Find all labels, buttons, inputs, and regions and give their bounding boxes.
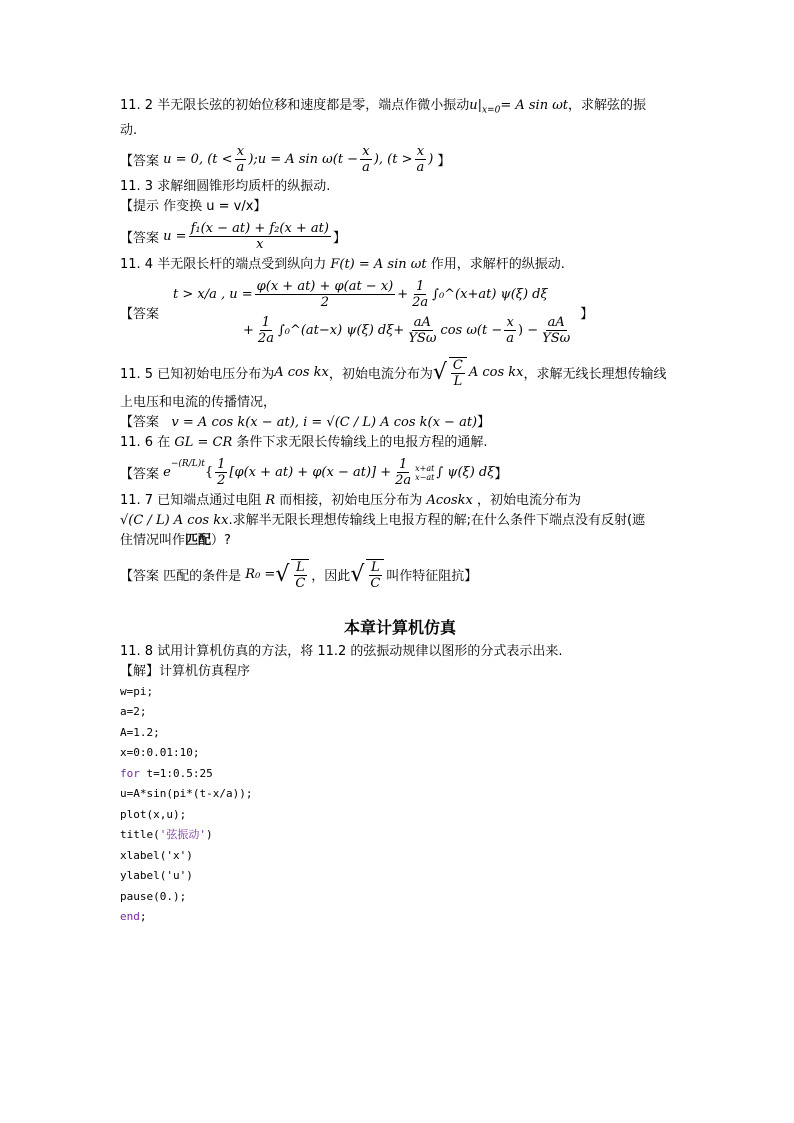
answer-11-4: 【答案 t > x/a , u = $\frac{\varphi(x + at) + \varphi(at - x)}{2}$ + $\frac{1}{2a}$ ∫₀^(x+at) ψ(ξ) dξ + $\frac{1}{2a}$ ∫₀^(at−x) ψ(ξ) dξ + $\frac{aA}{\text{YSω}}$ cos ω(t − $\frac{x}{a}$ ) − $\frac{aA}{\text{YSω}}$ 】 (120, 279, 594, 347)
code-line: plot(x,u); (120, 807, 187, 821)
code-line: for t=1:0.5:25 (120, 766, 213, 780)
sqrt: √ $\frac{L}{C}$ (350, 559, 386, 591)
answer-11-3: 【答案 u = $\frac{\text{f₁(x − at) + f₂(x + at)}}{x}$ 】 (120, 221, 346, 253)
answer-11-7: 【答案 匹配的条件是 R₀ = √ $\frac{L}{C}$ ，因此 √ $\frac{L}{C}$ 叫作特征阻抗】 (120, 559, 478, 591)
answer-11-2: 【答案 u = 0, (t < $\frac{x}{a}$ );u = A sin ω(t − $\frac{x}{a}$ ), (t > $\frac{x}{a}$ ) 】 (120, 144, 451, 176)
fraction: $\frac{x}{a}$ (362, 144, 370, 176)
code-line: u=A*sin(pi*(t-x/a)); (120, 787, 253, 801)
code-line: a=2; (120, 705, 147, 719)
fraction: $\frac{\text{f₁(x − at) + f₂(x + at)}}{x}$ (190, 221, 329, 253)
problem-11-6: 11. 6 在 GL = CR 条件下求无限长传输线上的电报方程的通解. (120, 434, 488, 450)
sqrt: √ $\frac{L}{C}$ (275, 559, 311, 591)
fraction: $\frac{1}{2}$ (217, 457, 226, 489)
code-line: A=1.2; (120, 725, 160, 739)
fraction: $\frac{aA}{\text{YSω}}$ (408, 315, 437, 347)
code-line: ylabel('u') (120, 869, 193, 883)
problem-11-4: 11. 4 半无限长杆的端点受到纵向力 F(t) = A sin ωt 作用，求解杆的纵振动. (120, 256, 565, 272)
fraction: $\frac{1}{2a}$ (412, 279, 429, 311)
code-line: title('弦振动') (120, 828, 213, 842)
problem-11-5-cont: 上电压和电流的传播情况， (120, 394, 277, 410)
problem-11-8: 11. 8 试用计算机仿真的方法，将 11.2 的弦振动规律以图形的分式表示出来. 【解】计算机仿真程序 (120, 643, 563, 679)
section-title: 本章计算机仿真 (343, 617, 456, 637)
fraction: $\frac{x}{a}$ (236, 144, 245, 176)
problem-11-2: 11. 2 半无限长弦的初始位移和速度都是零，端点作微小振动$u|_{x=0}= A$ sin ωt，求解弦的振 动. (120, 98, 647, 138)
answer-11-6: 【答案 e $^{-(R/L)t}$ { $\frac{1}{2}$ [φ(x + at) + φ(x − at)] + $\frac{1}{2a}$ x+at x−at ∫ ψ(ξ) dξ 】 (120, 457, 508, 489)
code-line: end; (120, 910, 147, 924)
fraction: $\frac{aA}{\text{YSω}}$ (542, 315, 571, 347)
code-line: x=0:0.01:10; (120, 746, 200, 760)
code-line: pause(0.); (120, 889, 187, 903)
document-page (120, 96, 680, 928)
problem-11-5: 11. 5 已知初始电压分布为 A cos kx ，初始电流分布为 √ $\frac{C}{L}$ A cos kx ，求解无线长理想传输线 (120, 357, 667, 389)
fraction: $\frac{\varphi(x + at) + \varphi(at - x)}{2}$ (256, 279, 394, 311)
fraction: $\frac{x}{a}$ (416, 144, 425, 176)
code-line: xlabel('x') (120, 848, 193, 862)
fraction: $\frac{1}{2a}$ (395, 457, 412, 489)
problem-11-7: 11. 7 已知端点通过电阻 R 而相接，初始电压分布为 Acoskx ，初始电流分布为 √(C / L) A cos kx.求解半无限长理想传输线上电报方程的解;在什么条件下端点没有反射(遮 住情况叫作匹配）? (120, 492, 646, 548)
answer-11-5: 【答案 v = A cos k(x − at), i = √(C / L) A cos k(x − at)】 (120, 414, 491, 430)
fraction: $\frac{x}{a}$ (506, 315, 515, 347)
fraction: $\frac{1}{2a}$ (257, 315, 274, 347)
problem-11-3: 11. 3 求解细圆锥形均质杆的纵振动. 【提示 作变换 u = v/x】 (120, 178, 331, 214)
sqrt: √ $\frac{C}{L}$ (433, 357, 469, 389)
code-line: w=pi; (120, 684, 154, 698)
code-block (120, 682, 680, 928)
